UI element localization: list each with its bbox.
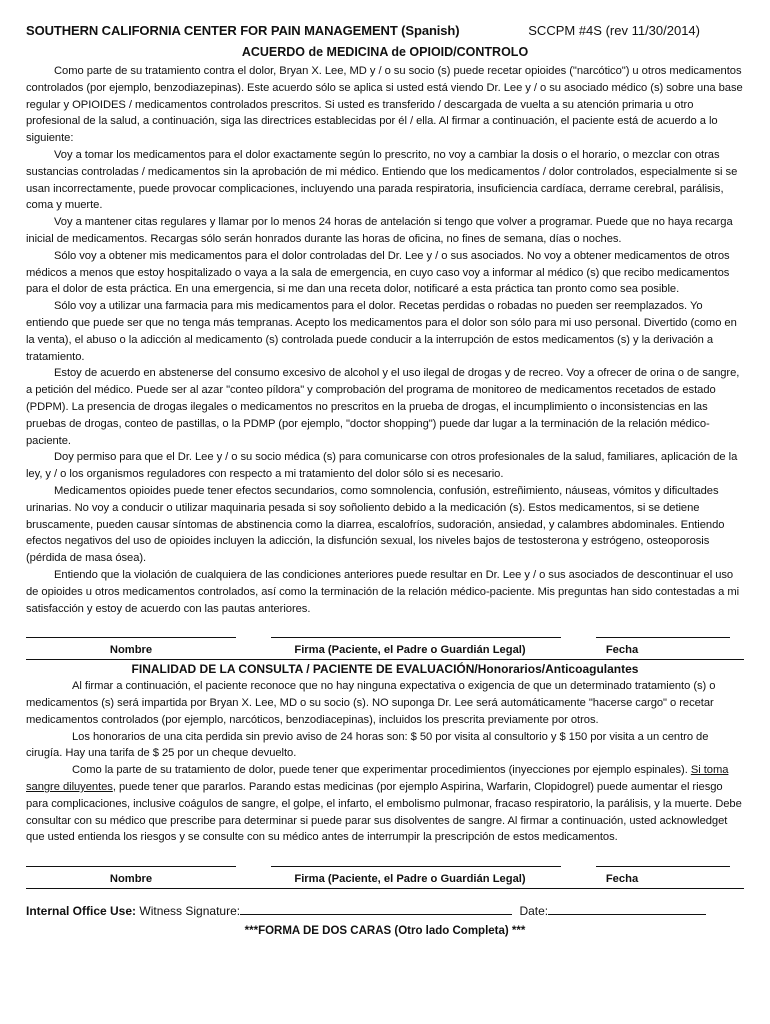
agreement-clause-single-prescriber: Sólo voy a obtener mis medicamentos para el dolor controladas del Dr. Lee y / o sus asociados. No voy a obtener medicamentos de otros médicos a menos que estoy hospitalizado o vaya a la sala de emergencia, en cuyo caso voy a informar al médico (s) que recibo medicamentos para el dolor de esta práctica. En una emergencia, si me dan una receta dolor, notificaré a esta práctica tan pronto como sea posible.	[26, 249, 730, 296]
signature-line[interactable]	[271, 631, 561, 638]
anticoagulant-paragraph	[26, 762, 744, 846]
signature-lines-2	[26, 860, 744, 867]
agreement-clause-side-effects: Medicamentos opioides puede tener efectos secundarios, como somnolencia, confusión, estreñimiento, náuseas, vómitos y dificultades urinarias. No voy a conducir o utilizar maquinaria pesada si soy soñoliento debido a la medicación (s). Estos medicamentos, si se detiene bruscamente, pueden causar síntomas de abstinencia como la diarrea, escalofríos, sudoración, ansiedad, y calambres abdominales. Entiendo efectos negativos del uso de opioides incluyen la adicción, la disfunción sexual, los niveles bajos de testosterona y estrógeno, osteoporosis (pérdida de masa ósea).	[26, 484, 725, 565]
date-label: Fecha	[605, 873, 639, 886]
witness-date-line[interactable]	[548, 903, 706, 915]
agreement-clause-appointments: Voy a mantener citas regulares y llamar por lo menos 24 horas de antelación si tengo que volver a programar. Puede que no haya recarga inicial de medicamentos. Recargas sólo serán honrados durante las horas de oficina, no fines de semana, días o noches.	[26, 216, 733, 245]
form-number: SCCPM #4S (rev 11/30/2014)	[528, 23, 700, 38]
name-label: Nombre	[109, 644, 153, 657]
double-sided-notice: ***FORMA DE DOS CARAS (Otro lado Completa) ***	[244, 925, 526, 938]
date-line[interactable]	[596, 631, 730, 638]
organization-title: SOUTHERN CALIFORNIA CENTER FOR PAIN MANAGEMENT (Spanish)	[26, 23, 460, 38]
date-line[interactable]	[596, 860, 730, 867]
agreement-clause-drug-testing: Estoy de acuerdo en abstenerse del consumo excesivo de alcohol y el uso ilegal de drogas y de recreo. Voy a ofrecer de orina o de sangre, a petición del médico. Puede ser al azar "conteo píldora" y comprobación del programa de monitoreo de medicamentos recetados de estado (PDPM). La presencia de drogas ilegales o medicamentos no prescritos en la prueba de drogas, el incumplimiento o inconsistencias en las pruebas de drogas, conteo de pastillas, o la PDMP (por ejemplo, "doctor shopping") puede dar lugar a la terminación de la relación médico-paciente.	[26, 367, 740, 447]
signature-lines-1	[26, 631, 744, 638]
fees-paragraph: Los honorarios de una cita perdida sin previo aviso de 24 horas son: $ 50 por visita al consultorio y $ 150 por visita a un centro de cirugía. Hay una tarifa de $ 25 por un cheque devuelto.	[26, 730, 709, 760]
agreement-clause-violation: Entiendo que la violación de cualquiera de las condiciones anteriores puede resultar en Dr. Lee y / o sus asociados de descontinuar el uso de opioides u otros medicamentos controlados, así como la terminación de la relación médico-paciente. Mis preguntas han sido contestadas a mi satisfacción y estoy de acuerdo con las pautas anteriores.	[26, 568, 740, 615]
signature-label: Firma (Paciente, el Padre o Guardián Legal)	[294, 644, 526, 657]
anticoagulant-rest: , puede tener que pararlos. Parando estas medicinas (por ejemplo Aspirina, Warfarin, Clopidogrel) puede aumentar el riesgo para complicaciones, inclusive coágulos de sangre, el golpe, el infarto, el embolismo pulmonar, fracaso respiratorio, la parálisis, y la muerte. Debe consultar con su médico que prescribe para determinar si puede parar sus disolventes de sangre. Al firmar a continuación, usted acknowledget que usted entienda los riesgos y se consulte con su médico antes de interrumpir la prescripción de estos medicamentos.	[26, 781, 742, 844]
agreement-intro: Como parte de su tratamiento contra el dolor, Bryan X. Lee, MD y / o su socio (s) puede recetar opioides ("narcótico") u otros medicamentos controlados (por ejemplo, benzodiazepinas). Este acuerdo sólo se aplica si usted está viendo Dr. Lee y / o su asociado médico (s) sobre una base regular y OPIOIDES / medicamentos controlados prescritos. Si usted es transferido / descargada de vuelta a su atención primaria u otro profesional de la salud, a continuación, siga las directrices establecidas por él / ella. Al firmar a continuación, el paciente está de acuerdo a lo siguiente:	[26, 65, 743, 145]
anticoagulant-underlined-phrase: Si toma sangre diluyentes	[26, 764, 729, 794]
page-header	[26, 22, 744, 40]
internal-office-label: Internal Office Use:	[26, 904, 137, 919]
signature-line[interactable]	[271, 860, 561, 867]
name-line[interactable]	[26, 631, 236, 638]
signature-label: Firma (Paciente, el Padre o Guardián Legal)	[294, 873, 526, 886]
agreement-clause-pharmacy: Sólo voy a utilizar una farmacia para mis medicamentos para el dolor. Recetas perdidas o robadas no pueden ser reemplazados. Yo entiendo que puede ser que no tenga más tempranas. Acepto los medicamentos para el dolor son sólo para mi uso personal. Divertido (como en la venta), el abuso o la adicción al medicamento (s) controlada puede conducir a la interrupción de estos medicamentos (s) y la derivación a tratamiento.	[26, 300, 737, 363]
signature-labels-2	[26, 867, 744, 889]
name-line[interactable]	[26, 860, 236, 867]
agreement-clause-communication: Doy permiso para que el Dr. Lee y / o su socio médica (s) para comunicarse con otros profesionales de la salud, familiares, aplicación de la ley, y / o los organismos reguladores con respecto a mi tratamiento del dolor sólo si es necesario.	[26, 451, 738, 481]
document-title: ACUERDO de MEDICINA de OPIOID/CONTROLO	[241, 45, 529, 59]
internal-office-use	[26, 903, 744, 920]
date-label: Fecha	[605, 644, 639, 657]
section-title-consultation: FINALIDAD DE LA CONSULTA / PACIENTE DE EVALUACIÓN/Honorarios/Anticoagulantes	[131, 662, 639, 677]
witness-date-label: Date:	[519, 904, 549, 919]
agreement-clause-medication-use: Voy a tomar los medicamentos para el dolor exactamente según lo prescrito, no voy a cambiar la dosis o el horario, o mezclar con otras sustancias controladas / medicamentos sin la aprobación de mi médico. Entiendo que los medicamentos / dolor controlados, especialmente si se usan incorrectamente, puede provocar complicaciones, incluyendo una parada respiratoria, insuficiencia cardíaca, derrame cerebral, parálisis, coma y muerte.	[26, 148, 738, 212]
signature-labels-1	[26, 638, 744, 660]
anticoagulant-intro: Como la parte de su tratamiento de dolor, puede tener que experimentar procedimientos (inyecciones por ejemplo espinales).	[72, 764, 688, 777]
witness-signature-label: Witness Signature:	[139, 904, 241, 919]
name-label: Nombre	[109, 873, 153, 886]
witness-signature-line[interactable]	[240, 903, 512, 915]
consultation-paragraph: Al firmar a continuación, el paciente reconoce que no hay ninguna expectativa o exigencia de que un determinado tratamiento (s) o medicamentos (s) será impartida por Bryan X. Lee, MD o su socio (s). NO suponga Dr. Lee será automáticamente "hacerse cargo" o recetar medicamentos controlados (por ejemplo, narcóticos, benzodiacepinas), incluidos los prescrita previamente por otros.	[26, 680, 716, 726]
